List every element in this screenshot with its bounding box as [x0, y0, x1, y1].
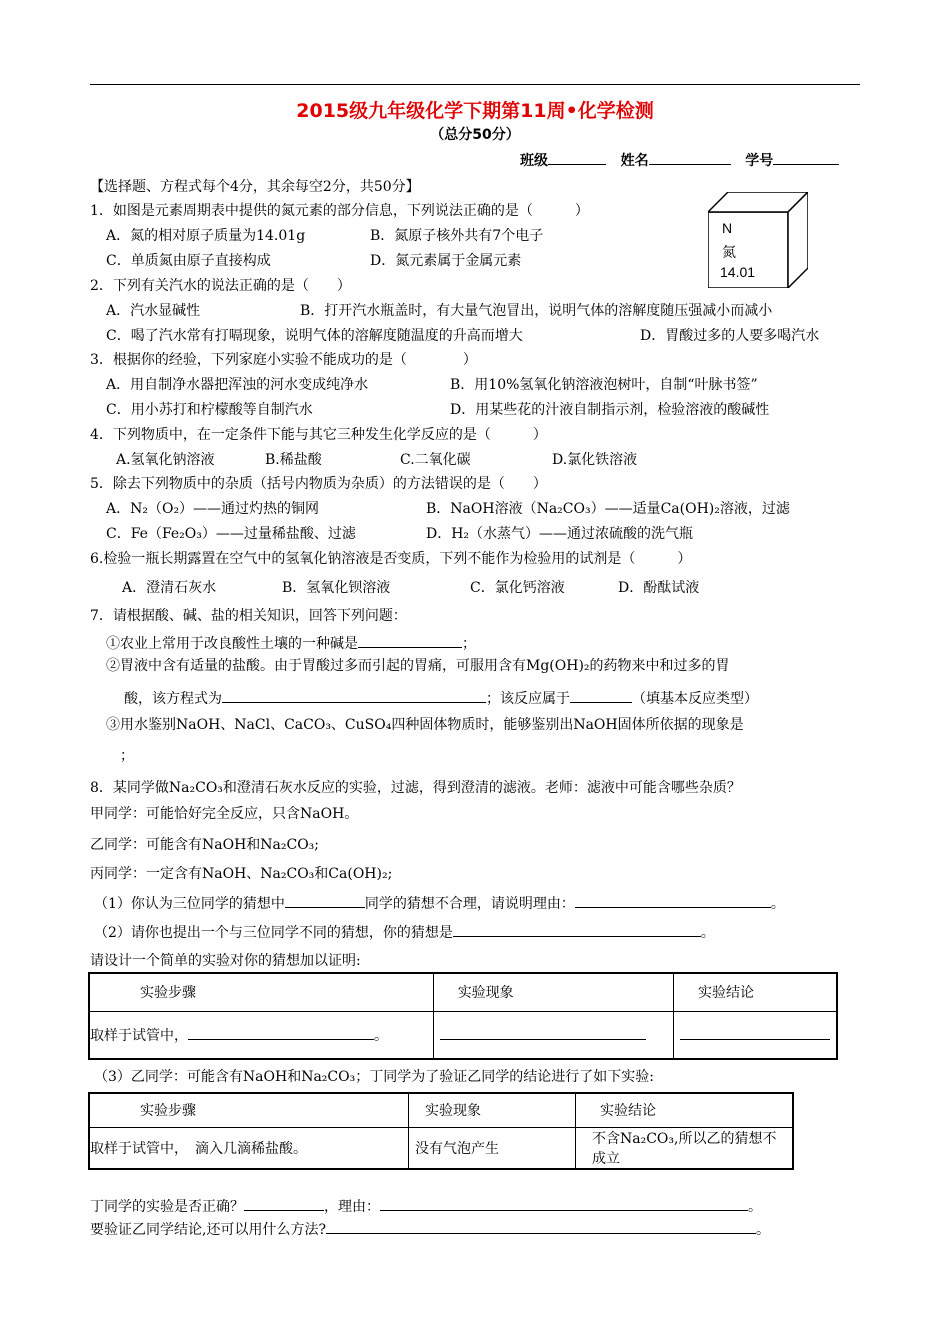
- q5-option-b[interactable]: B．NaOH溶液（Na₂CO₃）——适量Ca(OH)₂溶液，过滤: [426, 501, 790, 517]
- q1-option-c[interactable]: C．单质氮由原子直接构成: [106, 253, 271, 269]
- q8-s1-start: （1）你认为三位同学的猜想中: [94, 896, 285, 912]
- q1-option-b[interactable]: B．氮原子核外共有7个电子: [370, 228, 544, 244]
- q4-option-d[interactable]: D.氯化铁溶液: [552, 452, 638, 468]
- q2-option-b[interactable]: B．打开汽水瓶盖时，有大量气泡冒出，说明气体的溶解度随压强减小而减小: [300, 303, 773, 319]
- q7-part-3: ③用水鉴别NaOH、NaCl、CaCO₃、CuSO₄四种固体物质时，能够鉴别出NaOH固体所依据的现象是: [106, 717, 744, 733]
- q3-option-c[interactable]: C．用小苏打和柠檬酸等自制汽水: [106, 402, 313, 418]
- q2-stem: 2．下列有关汽水的说法正确的是（ ）: [90, 278, 351, 294]
- q5-stem: 5．除去下列物质中的杂质（括号内物质为杂质）的方法错误的是（ ）: [90, 476, 547, 492]
- q7-p1-text: ①农业上常用于改良酸性土壤的一种碱是: [106, 636, 358, 652]
- ding-start: 丁同学的实验是否正确？: [90, 1199, 244, 1215]
- q6-stem: 6.检验一瓶长期露置在空气中的氢氧化钠溶液是否变质，下列不能作为检验用的试剂是（ ）: [90, 551, 692, 567]
- q8-s2-blank[interactable]: [453, 922, 701, 937]
- t2-header-phenomenon: 实验现象: [409, 1093, 576, 1127]
- t1-step-blank[interactable]: [188, 1025, 374, 1040]
- q8-sub-2: [94, 922, 715, 942]
- q6-option-d[interactable]: D．酚酞试液: [618, 580, 700, 596]
- q5-option-a[interactable]: A．N₂（O₂）——通过灼热的铜网: [106, 501, 320, 517]
- class-field[interactable]: [548, 150, 606, 165]
- t2-header-conclusion: 实验结论: [576, 1093, 794, 1127]
- q4-option-a[interactable]: A.氢氧化钠溶液: [116, 452, 215, 468]
- q2-option-d[interactable]: D．胃酸过多的人要多喝汽水: [640, 328, 820, 344]
- t1-conclusion-blank[interactable]: [680, 1025, 830, 1040]
- verify-start: 要验证乙同学结论,还可以用什么方法?: [90, 1222, 326, 1238]
- q8-s2-end: 。: [700, 925, 715, 941]
- t1-header-phenomenon: 实验现象: [433, 973, 673, 1011]
- q8-yi: 乙同学：可能含有NaOH和Na₂CO₃;: [90, 837, 320, 853]
- q8-s1-end: 。: [770, 896, 785, 912]
- element-name: 氮: [722, 245, 736, 261]
- q4-option-b[interactable]: B.稀盐酸: [265, 452, 322, 468]
- ding-end: 。: [748, 1199, 762, 1215]
- q8-s1-mid: 同学的猜想不合理，请说明理由：: [364, 896, 575, 912]
- q7-p2b-end: （填基本反应类型）: [632, 691, 758, 707]
- t1-conclusion-cell: [674, 1011, 838, 1059]
- verify-end: 。: [755, 1222, 770, 1238]
- q8-s2-start: （2）请你也提出一个与三位同学不同的猜想，你的猜想是: [94, 925, 453, 941]
- q8-bing: 丙同学：一定含有NaOH、Na₂CO₃和Ca(OH)₂;: [90, 866, 393, 882]
- q6-option-a[interactable]: A．澄清石灰水: [122, 580, 217, 596]
- q5-option-c[interactable]: C．Fe（Fe₂O₃）——过量稀盐酸、过滤: [106, 526, 356, 542]
- t1-header-conclusion: 实验结论: [674, 973, 838, 1011]
- t1-phenomenon-cell: [433, 1011, 673, 1059]
- q3-option-b[interactable]: B．用10%氢氧化钠溶液泡树叶，自制“叶脉书签”: [450, 377, 758, 393]
- q8-s1-blank-2[interactable]: [575, 893, 771, 908]
- q7-p2b-mid: ；该反应属于: [486, 691, 570, 707]
- experiment-table-1: [88, 972, 838, 1060]
- q8-design: 请设计一个简单的实验对你的猜想加以证明:: [90, 953, 361, 969]
- id-field[interactable]: [773, 150, 839, 165]
- name-field[interactable]: [649, 150, 731, 165]
- header-rule: [90, 84, 860, 85]
- id-label: 学号: [745, 153, 774, 169]
- q8-jia: 甲同学：可能恰好完全反应，只含NaOH。: [90, 806, 359, 822]
- t2-header-step: 实验步骤: [89, 1093, 409, 1127]
- element-mass: 14.01: [720, 264, 756, 280]
- q8-stem: 8．某同学做Na₂CO₃和澄清石灰水反应的实验，过滤，得到澄清的滤液。老师：滤液中可能含哪些杂质？: [90, 780, 741, 796]
- t1-phenomenon-blank[interactable]: [440, 1025, 646, 1040]
- q7-part-1: [106, 633, 476, 653]
- ding-mid: ，理由：: [324, 1199, 380, 1215]
- t1-row-end: 。: [374, 1027, 388, 1044]
- q8-s1-blank-1[interactable]: [285, 893, 365, 908]
- q4-option-c[interactable]: C.二氧化碳: [400, 452, 471, 468]
- t2-phenomenon-cell: 没有气泡产生: [409, 1127, 576, 1169]
- page-subtitle: （总分50分）: [430, 127, 520, 143]
- q1-option-d[interactable]: D．氮元素属于金属元素: [370, 253, 522, 269]
- q3-stem: 3．根据你的经验，下列家庭小实验不能成功的是（ ）: [90, 352, 477, 368]
- page-title: 2015级九年级化学下期第11周•化学检测: [296, 100, 654, 122]
- q2-option-a[interactable]: A．汽水显碱性: [106, 303, 201, 319]
- q6-option-b[interactable]: B．氢氧化钡溶液: [282, 580, 391, 596]
- name-label: 姓名: [620, 153, 649, 169]
- element-symbol: N: [722, 220, 733, 236]
- q8-sub-1: [94, 893, 785, 913]
- verify-blank[interactable]: [326, 1219, 756, 1234]
- q7-part-2b: [124, 688, 758, 708]
- q7-stem: 7．请根据酸、碱、盐的相关知识，回答下列问题：: [90, 608, 407, 624]
- q1-option-a[interactable]: A．氮的相对原子质量为14.01g: [106, 228, 306, 244]
- student-info: [520, 150, 839, 170]
- q7-part-2: ②胃液中含有适量的盐酸。由于胃酸过多而引起的胃痛，可服用含有Mg(OH)₂的药物来中和过多的胃: [106, 658, 730, 674]
- q7-p2b-start: 酸，该方程式为: [124, 691, 222, 707]
- ding-blank-2[interactable]: [380, 1196, 748, 1211]
- t2-conclusion-cell: 不含Na₂CO₃,所以乙的猜想不成立: [576, 1127, 794, 1169]
- q2-option-c[interactable]: C．喝了汽水常有打嗝现象，说明气体的溶解度随温度的升高而增大: [106, 328, 523, 344]
- t2-step-cell: 取样于试管中， 滴入几滴稀盐酸。: [89, 1127, 409, 1169]
- q4-stem: 4．下列物质中，在一定条件下能与其它三种发生化学反应的是（ ）: [90, 427, 547, 443]
- q8-sub-3: （3）乙同学：可能含有NaOH和Na₂CO₃；丁同学为了验证乙同学的结论进行了如下实验:: [94, 1069, 654, 1085]
- t1-step-cell: [89, 1011, 433, 1059]
- q5-option-d[interactable]: D．H₂（水蒸气）——通过浓硫酸的洗气瓶: [426, 526, 694, 542]
- q8-verify: [90, 1219, 770, 1239]
- q7-p3-end: ；: [120, 748, 134, 764]
- t1-header-step: 实验步骤: [89, 973, 433, 1011]
- instructions: 【选择题、方程式每个4分，其余每空2分，共50分】: [90, 179, 420, 195]
- class-label: 班级: [520, 153, 548, 169]
- q7-equation-blank[interactable]: [222, 688, 486, 703]
- q3-option-d[interactable]: D．用某些花的汁液自制指示剂，检验溶液的酸碱性: [450, 402, 770, 418]
- experiment-table-2: [88, 1092, 794, 1170]
- q7-reaction-type-blank[interactable]: [570, 688, 632, 703]
- q3-option-a[interactable]: A．用自制净水器把浑浊的河水变成纯净水: [106, 377, 369, 393]
- ding-blank-1[interactable]: [244, 1196, 324, 1211]
- t1-row-start: 取样于试管中，: [90, 1027, 188, 1044]
- q7-p1-blank[interactable]: [358, 633, 462, 648]
- q1-stem: 1．如图是元素周期表中提供的氮元素的部分信息，下列说法正确的是（ ）: [90, 203, 589, 219]
- q6-option-c[interactable]: C．氯化钙溶液: [470, 580, 565, 596]
- q7-p1-end: ；: [462, 636, 476, 652]
- q8-ding: [90, 1196, 762, 1216]
